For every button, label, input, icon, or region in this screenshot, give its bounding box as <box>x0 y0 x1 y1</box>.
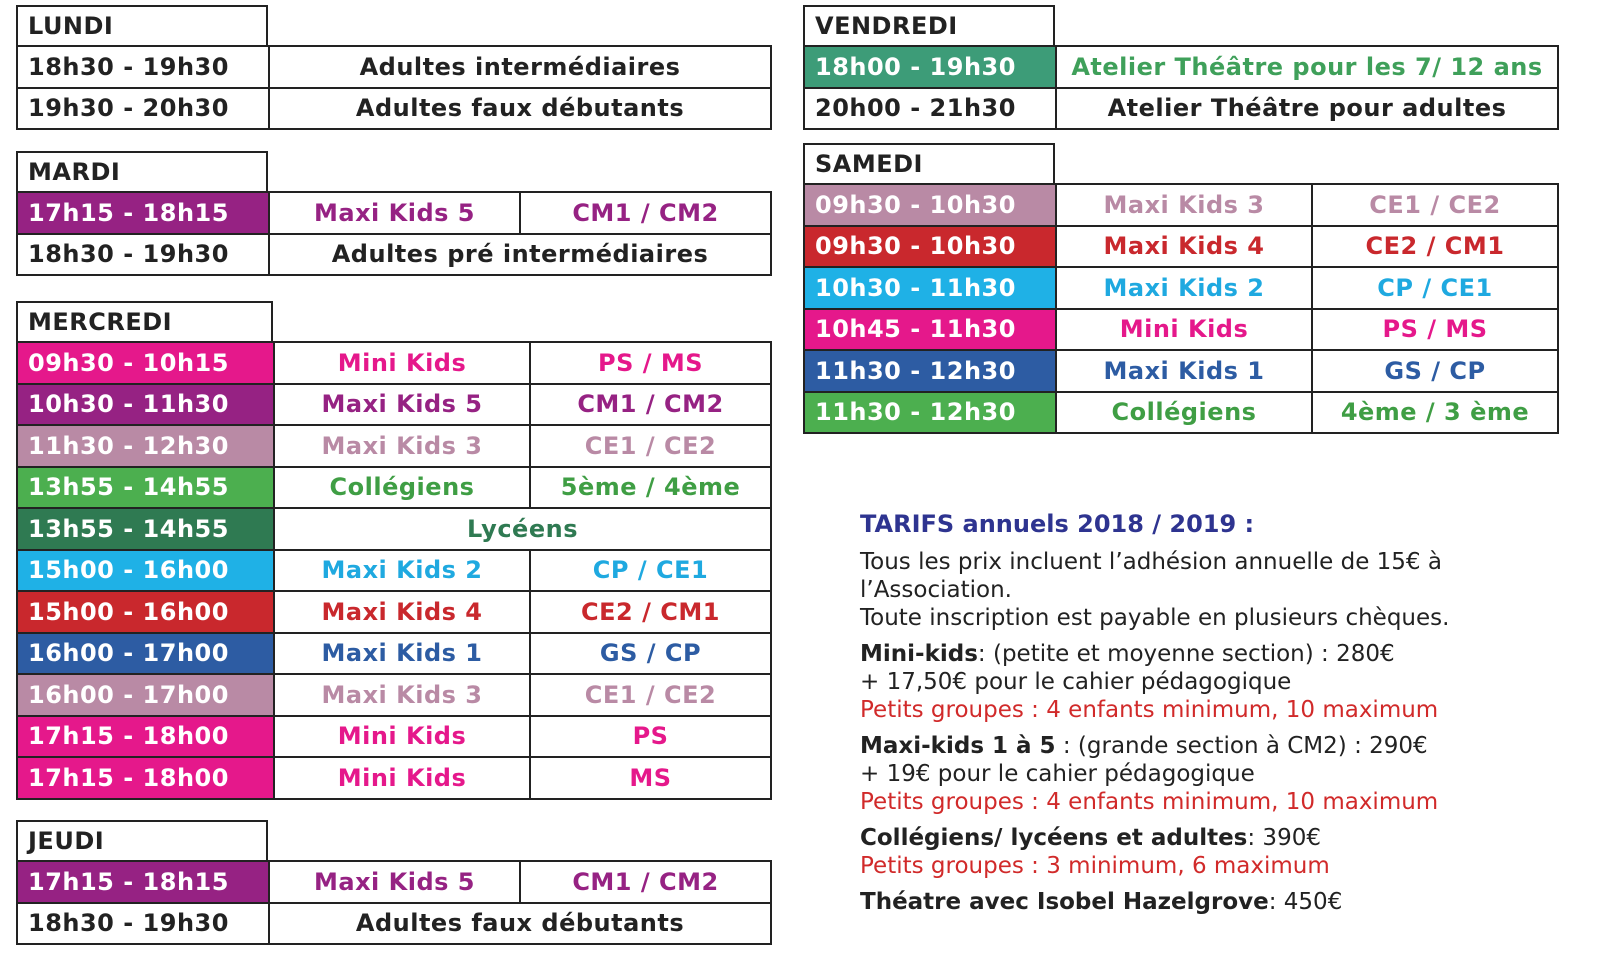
table-row <box>17 467 771 509</box>
day-title: MARDI <box>16 151 268 191</box>
table-row <box>17 716 771 758</box>
group-cell: Maxi Kids 2 <box>274 550 530 592</box>
level-cell: GS / CP <box>1312 350 1558 392</box>
tarif-groups: Petits groupes : 4 enfants minimum, 10 maximum <box>860 697 1439 723</box>
time-cell: 11h30 - 12h30 <box>804 392 1056 434</box>
table-row <box>17 425 771 467</box>
class-cell: Atelier Théâtre pour adultes <box>1056 88 1558 130</box>
tarifs-intro: Toute inscription est payable en plusieurs chèques. <box>860 605 1450 631</box>
schedule-table <box>16 341 772 800</box>
time-cell: 10h45 - 11h30 <box>804 309 1056 351</box>
time-cell: 15h00 - 16h00 <box>17 591 274 633</box>
level-cell: CP / CE1 <box>530 550 771 592</box>
day-title: JEUDI <box>16 820 268 860</box>
tarif-line <box>860 824 1590 852</box>
time-cell: 13h55 - 14h55 <box>17 508 274 550</box>
level-cell: CM1 / CM2 <box>520 861 771 903</box>
tarif-price: : 450€ <box>1268 889 1343 915</box>
table-row <box>804 392 1558 434</box>
level-cell: CE2 / CM1 <box>1312 226 1558 268</box>
group-cell: Maxi Kids 3 <box>274 425 530 467</box>
tarif-theatre <box>860 888 1590 916</box>
time-cell: 11h30 - 12h30 <box>17 425 274 467</box>
tarif-price: : (petite et moyenne section) : 280€ <box>977 641 1395 667</box>
group-cell: Maxi Kids 5 <box>269 861 520 903</box>
level-cell: CE1 / CE2 <box>1312 184 1558 226</box>
level-cell: PS / MS <box>530 342 771 384</box>
group-cell: Mini Kids <box>274 342 530 384</box>
time-cell: 10h30 - 11h30 <box>804 267 1056 309</box>
level-cell: PS <box>530 716 771 758</box>
table-row <box>17 192 771 234</box>
time-cell: 16h00 - 17h00 <box>17 674 274 716</box>
day-mercredi <box>16 301 772 800</box>
table-row <box>804 184 1558 226</box>
group-cell: Collégiens <box>274 467 530 509</box>
group-cell: Maxi Kids 3 <box>274 674 530 716</box>
time-cell: 17h15 - 18h15 <box>17 861 269 903</box>
tarif-label: Théatre avec Isobel Hazelgrove <box>860 889 1269 915</box>
level-cell: 4ème / 3 ème <box>1312 392 1558 434</box>
time-cell: 16h00 - 17h00 <box>17 633 274 675</box>
level-cell: MS <box>530 757 771 799</box>
level-cell: CE1 / CE2 <box>530 674 771 716</box>
level-cell: GS / CP <box>530 633 771 675</box>
table-row <box>17 674 771 716</box>
day-title: MERCREDI <box>16 301 273 341</box>
tarif-extra: + 19€ pour le cahier pédagogique <box>860 761 1255 787</box>
time-cell: 18h30 - 19h30 <box>17 46 269 88</box>
day-lundi <box>16 5 772 130</box>
tarif-mini-kids <box>860 640 1590 724</box>
tarif-collegiens <box>860 824 1590 880</box>
level-cell: CE2 / CM1 <box>530 591 771 633</box>
class-cell: Lycéens <box>274 508 771 550</box>
group-cell: Maxi Kids 5 <box>269 192 520 234</box>
time-cell: 20h00 - 21h30 <box>804 88 1056 130</box>
schedule-table <box>803 45 1559 130</box>
time-cell: 15h00 - 16h00 <box>17 550 274 592</box>
day-samedi <box>803 143 1559 434</box>
time-cell: 09h30 - 10h15 <box>17 342 274 384</box>
table-row <box>17 633 771 675</box>
level-cell: 5ème / 4ème <box>530 467 771 509</box>
level-cell: CM1 / CM2 <box>530 384 771 426</box>
group-cell: Mini Kids <box>274 716 530 758</box>
table-row <box>17 384 771 426</box>
time-cell: 09h30 - 10h30 <box>804 226 1056 268</box>
group-cell: Maxi Kids 3 <box>1056 184 1312 226</box>
tarif-maxi-kids <box>860 732 1590 816</box>
group-cell: Maxi Kids 2 <box>1056 267 1312 309</box>
tarif-extra: + 17,50€ pour le cahier pédagogique <box>860 669 1292 695</box>
time-cell: 17h15 - 18h00 <box>17 757 274 799</box>
table-row <box>17 342 771 384</box>
level-cell: CM1 / CM2 <box>520 192 771 234</box>
tarif-groups: Petits groupes : 3 minimum, 6 maximum <box>860 853 1330 879</box>
table-row <box>804 46 1558 88</box>
time-cell: 09h30 - 10h30 <box>804 184 1056 226</box>
tarif-groups: Petits groupes : 4 enfants minimum, 10 maximum <box>860 789 1439 815</box>
class-cell: Adultes pré intermédiaires <box>269 234 771 276</box>
time-cell: 19h30 - 20h30 <box>17 88 269 130</box>
group-cell: Maxi Kids 4 <box>274 591 530 633</box>
table-row <box>17 550 771 592</box>
day-title: LUNDI <box>16 5 268 45</box>
tarif-label: Maxi-kids 1 à 5 <box>860 733 1056 759</box>
table-row <box>17 903 771 945</box>
table-row <box>804 350 1558 392</box>
day-jeudi <box>16 820 772 945</box>
level-cell: PS / MS <box>1312 309 1558 351</box>
day-title: SAMEDI <box>803 143 1055 183</box>
table-row <box>17 591 771 633</box>
tarif-price: : (grande section à CM2) : 290€ <box>1055 733 1428 759</box>
time-cell: 13h55 - 14h55 <box>17 467 274 509</box>
table-row <box>804 309 1558 351</box>
class-cell: Adultes intermédiaires <box>269 46 771 88</box>
table-row <box>17 234 771 276</box>
table-row <box>804 226 1558 268</box>
tarifs-section <box>860 510 1590 916</box>
group-cell: Collégiens <box>1056 392 1312 434</box>
tarif-line <box>860 732 1590 760</box>
table-row <box>17 861 771 903</box>
schedule-table <box>803 183 1559 434</box>
tarif-line <box>860 640 1590 668</box>
table-row <box>804 88 1558 130</box>
time-cell: 11h30 - 12h30 <box>804 350 1056 392</box>
tarifs-title: TARIFS annuels 2018 / 2019 : <box>860 510 1255 538</box>
time-cell: 18h30 - 19h30 <box>17 234 269 276</box>
group-cell: Maxi Kids 1 <box>274 633 530 675</box>
time-cell: 17h15 - 18h15 <box>17 192 269 234</box>
level-cell: CP / CE1 <box>1312 267 1558 309</box>
table-row <box>17 46 771 88</box>
schedule-table <box>16 45 772 130</box>
tarif-price: : 390€ <box>1247 825 1321 851</box>
tarif-line <box>860 888 1590 916</box>
time-cell: 18h00 - 19h30 <box>804 46 1056 88</box>
class-cell: Atelier Théâtre pour les 7/ 12 ans <box>1056 46 1558 88</box>
tarifs-intro: Tous les prix incluent l’adhésion annuelle de 15€ à l’Association. <box>860 549 1442 603</box>
table-row <box>804 267 1558 309</box>
group-cell: Maxi Kids 4 <box>1056 226 1312 268</box>
day-mardi <box>16 151 772 276</box>
table-row <box>17 757 771 799</box>
class-cell: Adultes faux débutants <box>269 88 771 130</box>
class-cell: Adultes faux débutants <box>269 903 771 945</box>
schedule-table <box>16 860 772 945</box>
group-cell: Mini Kids <box>274 757 530 799</box>
group-cell: Mini Kids <box>1056 309 1312 351</box>
tarif-label: Mini-kids <box>860 641 978 667</box>
day-title: VENDREDI <box>803 5 1055 45</box>
group-cell: Maxi Kids 5 <box>274 384 530 426</box>
time-cell: 18h30 - 19h30 <box>17 903 269 945</box>
group-cell: Maxi Kids 1 <box>1056 350 1312 392</box>
day-vendredi <box>803 5 1559 130</box>
tarif-label: Collégiens/ lycéens et adultes <box>860 825 1248 851</box>
schedule-table <box>16 191 772 276</box>
table-row <box>17 508 771 550</box>
time-cell: 17h15 - 18h00 <box>17 716 274 758</box>
level-cell: CE1 / CE2 <box>530 425 771 467</box>
time-cell: 10h30 - 11h30 <box>17 384 274 426</box>
table-row <box>17 88 771 130</box>
